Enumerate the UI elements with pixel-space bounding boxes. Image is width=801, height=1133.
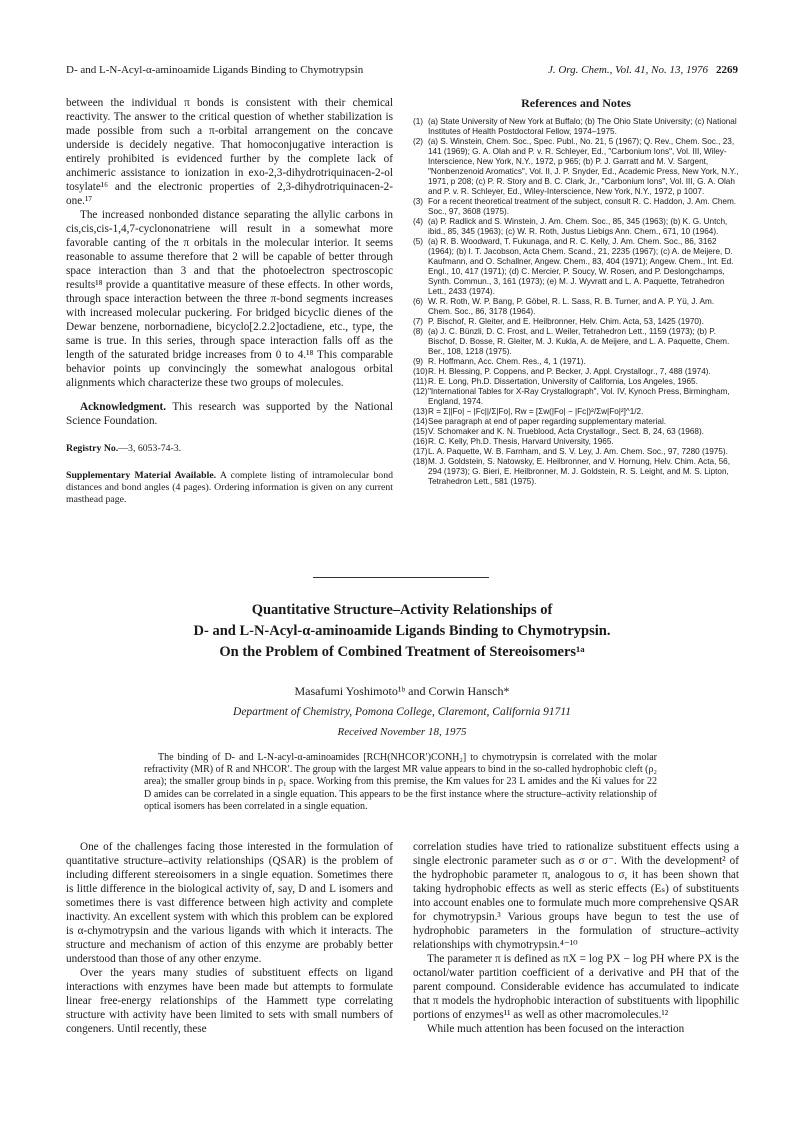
reference-number: (12) [413, 387, 428, 396]
reference-text: (a) P. Radlick and S. Winstein, J. Am. Chem. Soc., 85, 345 (1963); (b) K. G. Untch, ibid., 85, 345 (1963); (c) W. R. Roth, Justus Liebigs Ann. Chem., 671, 10 (1964). [428, 217, 728, 236]
reference-item [413, 327, 739, 357]
reference-text: See paragraph at end of paper regarding supplementary material. [428, 417, 667, 426]
reference-number: (14) [413, 417, 428, 426]
header-journal [548, 64, 738, 76]
paragraph: While much attention has been focused on the interaction [427, 1023, 685, 1035]
article-title [66, 600, 738, 663]
reference-text: R. Hoffmann, Acc. Chem. Res., 4, 1 (1971). [428, 357, 586, 366]
title-line: Quantitative Structure–Activity Relationships of [251, 602, 553, 618]
reference-item [413, 357, 739, 367]
reference-text: (a) R. B. Woodward, T. Fukunaga, and R. C. Kelly, J. Am. Chem. Soc., 86, 3162 (1964); (b) I. T. Jacobson, Acta Chem. Scand., 21, 2235 (1967); (c) A. de Meijere, D. Kaufmann, and O. Schallner, Angew. Chem., 83, 404 (1971); Angew. Chem., Int. Ed. Engl., 10, 417 (1971); (d) C. Mercier, P. Soucy, W. Rosen, and P. Deslongchamps, Synth. Commun., 3, 161 (1973); (e) M. J. Wyvratt and L. A. Paquette, Tetrahedron Lett., 2433 (1974). [428, 237, 734, 296]
reference-item [413, 407, 739, 417]
supplementary-material [66, 470, 393, 506]
received-date: Received November 18, 1975 [337, 726, 467, 738]
paragraph: Over the years many studies of substituent effects on ligand interactions with enzymes have been made but attempts to formulate linear free-energy relationships of the Hammett type correlating structure with activity have been limited to sets with small numbers of congeners. Until recently, these [66, 967, 393, 1035]
registry-text: —3, 6053-74-3. [118, 443, 182, 454]
reference-item [413, 237, 739, 297]
reference-number: (6) [413, 297, 424, 306]
reference-item [413, 447, 739, 457]
reference-number: (4) [413, 217, 424, 226]
paragraph: The parameter π is defined as πX = log PX − log PH where PX is the octanol/water partition coefficient of a derivative and PH that of the parent compound. Considerable evidence has accumulated to indicate that π models the hydrophobic interaction of substituents with lipophilic portions of enzymes¹¹ as well as other macromolecules.¹² [413, 953, 739, 1021]
header-short-title: D- and L-N-Acyl-α-aminoamide Ligands Binding to Chymotrypsin [66, 64, 364, 76]
reference-text: L. A. Paquette, W. B. Farnham, and S. V. Ley, J. Am. Chem. Soc., 97, 7280 (1975). [428, 447, 728, 456]
registry-label: Registry No. [66, 443, 119, 454]
journal-citation: J. Org. Chem., Vol. 41, No. 13, 1976 [547, 64, 708, 76]
article-authors: Masafumi Yoshimoto¹ᵇ and Corwin Hansch* [294, 684, 510, 698]
references-section [413, 96, 739, 487]
reference-item [413, 387, 739, 407]
reference-text: R. H. Blessing, P. Coppens, and P. Becker, J. Appl. Crystallogr., 7, 488 (1974). [428, 367, 711, 376]
reference-number: (17) [413, 447, 428, 456]
reference-number: (7) [413, 317, 424, 326]
abstract [144, 752, 657, 813]
reference-number: (13) [413, 407, 428, 416]
reference-number: (11) [413, 377, 427, 386]
article-affiliation: Department of Chemistry, Pomona College, Claremont, California 91711 [233, 706, 571, 718]
supp-label: Supplementary Material Available. [66, 470, 217, 481]
running-header [66, 64, 738, 80]
reference-number: (8) [413, 327, 424, 336]
reference-text: (a) State University of New York at Buffalo; (b) The Ohio State University; (c) National Institutes of Health Postdoctoral Fellow, 1974–1975. [428, 117, 737, 136]
reference-item [413, 437, 739, 447]
reference-text: P. Bischof, R. Gleiter, and E. Heilbronner, Helv. Chim. Acta, 53, 1425 (1970). [428, 317, 704, 326]
left-column-top [66, 96, 393, 506]
paragraph: correlation studies have tried to rationalize substituent effects using a single electronic parameter such as σ or σ⁻. With the development² of the hydrophobic parameter π, analogous to σ, it has been shown that taking hydrophobic effects as well as steric effects (Eₛ) of substituents into account enables one to formulate much more comprehensive QSAR for chymotrypsin.³ Various groups have begun to test the use of hydrophobic parameters in the formulation of structure–activity relationships with chymotrypsin.⁴⁻¹⁰ [413, 841, 739, 951]
reference-item [413, 117, 739, 137]
reference-number: (2) [413, 137, 424, 146]
reference-text: W. R. Roth, W. P. Bang, P. Göbel, R. L. Sass, R. B. Turner, and A. P. Yü, J. Am. Chem. Soc., 86, 3178 (1964). [428, 297, 715, 316]
reference-text: R = Σ||Fo| − |Fc||/Σ|Fo|, Rw = [Σw(|Fo| − |Fc|)²/Σw|Fo|²]^1/2. [428, 407, 644, 416]
ack-text: This research was supported by the National Science Foundation. [66, 401, 393, 427]
paragraph: The increased nonbonded distance separating the allylic carbons in cis,cis,cis-1,4,7-cyclononatriene will result in a somewhat more favorable canting of the π orbitals in the molecular interior. It seems reasonable to assume therefore that 2 will be capable of better through space interaction than 3 and that the photoelectron spectroscopic results¹⁸ provide a quantitative measure of these effects. In other words, through space interaction between the three π-bond segments increases with increased molecular puckering. For bridged bicyclic dienes of the Dewar benzene, norbornadiene, bicyclo[2.2.2]octadiene, etc., type, the same is true. In this series, through space interaction falls off as the length of the saturated bridge increases from 0 to 4.¹⁸ This comparable behavior points up convincingly the somewhat analogous orbital alignments which characterize these two groups of molecules. [66, 209, 393, 389]
reference-text: R. E. Long, Ph.D. Dissertation, University of California, Los Angeles, 1965. [428, 377, 698, 386]
page-number: 2269 [716, 64, 738, 76]
paragraph: One of the challenges facing those interested in the formulation of quantitative structure–activity relationships (QSAR) is the problem of including different stereoisomers in a single equation. Sometimes there is little difference in the biological activity of, say, D and L isomers and sometimes there is vast difference between high activity and complete inactivity. An excellent system with which this problem can be explored is α-chymotrypsin and the various ligands with which it interacts. The structure and mechanism of action of this enzyme are probably better understood than those of any other enzyme. [66, 841, 393, 965]
reference-text: "International Tables for X-Ray Crystallograph", Vol. IV, Kynoch Press, Birmingham, England, 1974. [428, 387, 730, 406]
reference-item [413, 197, 739, 217]
supp-text: A complete listing of intramolecular bond distances and bond angles (4 pages). Ordering information is given on any current masthead page. [66, 470, 393, 505]
ack-label: Acknowledgment. [80, 401, 167, 413]
reference-text: For a recent theoretical treatment of the subject, consult R. C. Haddon, J. Am. Chem. Soc., 97, 3608 (1975). [428, 197, 737, 216]
reference-item [413, 377, 739, 387]
reference-number: (9) [413, 357, 424, 366]
references-heading: References and Notes [521, 96, 631, 110]
reference-item [413, 367, 739, 377]
title-line: D- and L-N-Acyl-α-aminoamide Ligands Binding to Chymotrypsin. [193, 623, 611, 639]
left-column-bottom [66, 840, 393, 1036]
reference-text: (a) S. Winstein, Chem. Soc., Spec. Publ., No. 21, 5 (1967); Q. Rev., Chem. Soc., 23, 141 (1969); G. A. Olah and P. v. R. Schleyer, Ed., "Carbonium Ions", Vol. III, Wiley-Interscience, New York, N.Y., 1972, p 965; (b) P. J. Garratt and M. V. Sargent, "Nonbenzenoid Aromatics", Vol. II, J. P. Snyder, Ed., Academic Press, New York, N.Y., 1971, p 208; (c) P. R. Story and B. C. Clark, Jr., "Carbonium Ions", Vol. III, G. A. Olah and P. v. R. Schleyer, Ed., Wiley-Interscience, New York, N.Y., 1972, p 1007. [428, 137, 739, 196]
paragraph: between the individual π bonds is consistent with their chemical reactivity. The answer to the critical question of whether stabilization is made possible from such a π-orbital arrangement on the concave underside is decidely negative. That homoconjugative interaction is entirely prohibited is evidenced further by the complete lack of anchimeric assistance to ionization in exo-2,3-dihydrotriquinacen-2-ol tosylate¹⁶ and the electronic properties of 2,3-dihydrotriquinacen-2-one.¹⁷ [66, 97, 393, 207]
reference-item [413, 297, 739, 317]
title-line: On the Problem of Combined Treatment of Stereoisomers¹ᵃ [219, 644, 585, 660]
reference-number: (10) [413, 367, 428, 376]
reference-item [413, 417, 739, 427]
reference-number: (5) [413, 237, 424, 246]
reference-text: R. C. Kelly, Ph.D. Thesis, Harvard University, 1965. [428, 437, 614, 446]
registry-number [66, 442, 393, 456]
reference-text: M. J. Goldstein, S. Natowsky, E. Heilbronner, and V. Hornung, Helv. Chim. Acta, 56, 294 (1973); G. Bieri, E. Heilbronner, M. J. Goldstein, R. S. Leight, and M. S. Lipton, Tetrahedron Lett., 581 (1975). [428, 457, 731, 486]
reference-item [413, 217, 739, 237]
reference-list [413, 117, 739, 487]
abstract-text: The binding of D- and L-N-acyl-α-aminoamides [RCH(NHCOR′)CONH₂] to chymotrypsin is correlated with the molar refractivity (MR) of R and NHCOR′. The group with the largest MR value appears to bind in the so-called hydrophobic cleft (ρ₂ area); the smaller group binds in ρ₁ space. Working from this premise, the Km values for 23 L amides and the Ki values for 22 D amides can be correlated in a single equation. This appears to be the first instance where the structure–activity relationship of optical isomers has been correlated in a single equation. [144, 752, 657, 812]
reference-number: (18) [413, 457, 428, 466]
reference-item [413, 137, 739, 197]
acknowledgment [66, 400, 393, 428]
reference-item [413, 457, 739, 487]
reference-item [413, 427, 739, 437]
reference-number: (15) [413, 427, 428, 436]
section-divider [313, 577, 489, 578]
reference-text: (a) J. C. Bünzli, D. C. Frost, and L. Weiler, Tetrahedron Lett., 1159 (1973); (b) P. Bischof, D. Bosse, R. Gleiter, M. J. Kukla, A. de Meijere, and L. A. Paquette, Chem. Ber., 108, 1218 (1975). [428, 327, 730, 356]
reference-text: V. Schomaker and K. N. Trueblood, Acta Crystallogr., Sect. B, 24, 63 (1968). [428, 427, 704, 436]
reference-number: (3) [413, 197, 424, 206]
reference-item [413, 317, 739, 327]
reference-number: (16) [413, 437, 428, 446]
reference-number: (1) [413, 117, 424, 126]
right-column-bottom [413, 840, 739, 1036]
